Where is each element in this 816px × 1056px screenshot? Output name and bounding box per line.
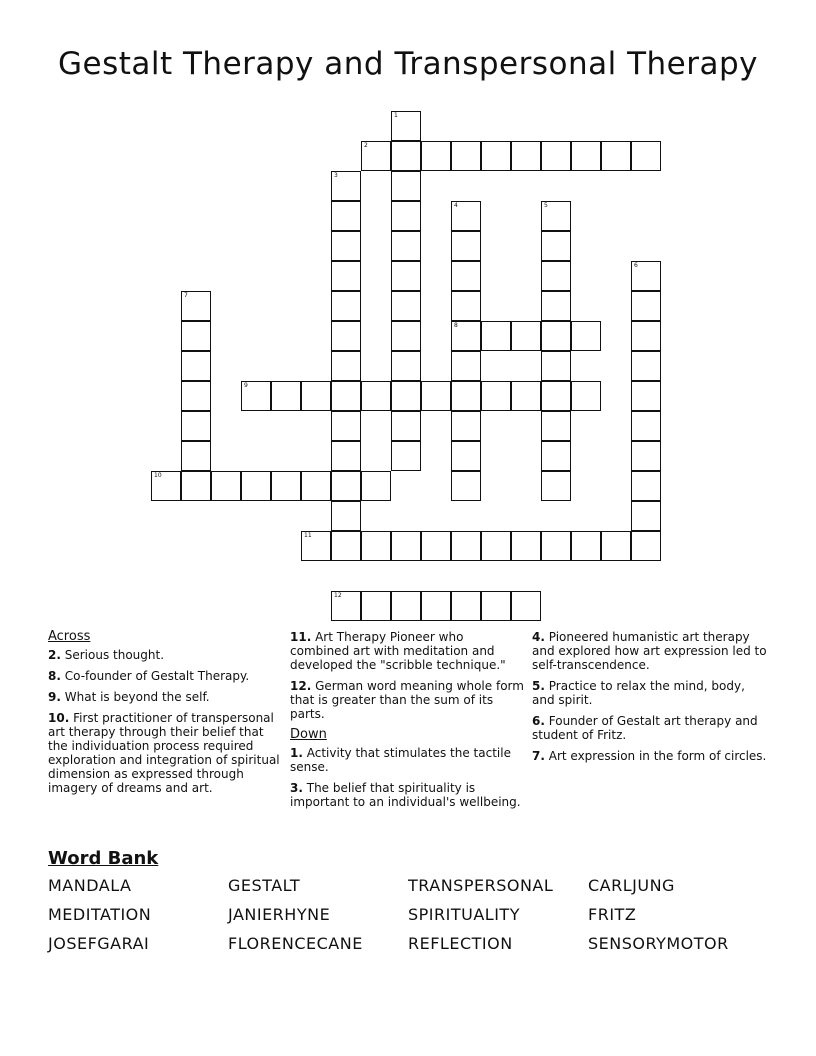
word-bank-item: MEDITATION [48, 905, 152, 924]
clue-number: 8 [454, 322, 458, 329]
grid-cell[interactable] [391, 291, 421, 321]
grid-cell[interactable] [541, 141, 571, 171]
grid-cell[interactable] [571, 141, 601, 171]
clue-down-3: 3. The belief that spirituality is important to an individual's wellbeing. [290, 781, 521, 809]
grid-cell[interactable] [541, 321, 571, 351]
word-bank-item: TRANSPERSONAL [408, 876, 554, 895]
clue-number: 4 [454, 202, 458, 209]
grid-cell[interactable] [181, 381, 211, 411]
clue-down-4: 4. Pioneered humanistic art therapy and explored how art expression led to self-transcendence. [532, 630, 767, 672]
grid-cell[interactable] [181, 471, 211, 501]
grid-cell[interactable] [451, 201, 481, 231]
grid-cell[interactable] [481, 141, 511, 171]
grid-cell[interactable] [421, 141, 451, 171]
grid-cell[interactable] [631, 141, 661, 171]
grid-cell[interactable] [601, 531, 631, 561]
grid-cell[interactable] [181, 321, 211, 351]
word-bank [48, 876, 768, 966]
grid-cell[interactable] [151, 471, 181, 501]
grid-cell[interactable] [331, 441, 361, 471]
word-bank-item: REFLECTION [408, 934, 513, 953]
grid-cell[interactable] [541, 441, 571, 471]
grid-cell[interactable] [391, 231, 421, 261]
grid-cell[interactable] [211, 471, 241, 501]
clue-number: 2 [364, 142, 368, 149]
clue-across-2: 2. Serious thought. [48, 648, 165, 662]
clue-number: 9 [244, 382, 248, 389]
grid-cell[interactable] [391, 171, 421, 201]
grid-cell[interactable] [511, 381, 541, 411]
grid-cell[interactable] [331, 261, 361, 291]
grid-cell[interactable] [331, 321, 361, 351]
grid-cell[interactable] [541, 381, 571, 411]
clues-column-1 [48, 630, 280, 802]
clue-number: 1 [394, 112, 398, 119]
grid-cell[interactable] [361, 531, 391, 561]
grid-cell[interactable] [271, 381, 301, 411]
page-title: Gestalt Therapy and Transpersonal Therapy [57, 46, 759, 82]
grid-cell[interactable] [361, 471, 391, 501]
grid-cell[interactable] [361, 141, 391, 171]
word-bank-item: JOSEFGARAI [48, 934, 150, 953]
grid-cell[interactable] [481, 321, 511, 351]
grid-cell[interactable] [241, 471, 271, 501]
word-bank-item: MANDALA [48, 876, 132, 895]
word-bank-item: FLORENCECANE [228, 934, 363, 953]
clue-across-10: 10. First practitioner of transpersonal art therapy through their belief that the individuation process required exploration and integration of spiritual dimension as expressed through imagery of dreams and art. [48, 711, 280, 795]
grid-cell[interactable] [391, 531, 421, 561]
grid-cell[interactable] [181, 441, 211, 471]
grid-cell[interactable] [361, 381, 391, 411]
clue-number: 12 [334, 592, 342, 599]
grid-cell[interactable] [181, 291, 211, 321]
grid-cell[interactable] [541, 291, 571, 321]
grid-cell[interactable] [571, 381, 601, 411]
grid-cell[interactable] [331, 291, 361, 321]
grid-cell[interactable] [391, 201, 421, 231]
grid-cell[interactable] [511, 141, 541, 171]
grid-cell[interactable] [481, 381, 511, 411]
grid-cell[interactable] [331, 351, 361, 381]
grid-cell[interactable] [331, 411, 361, 441]
grid-cell[interactable] [421, 591, 451, 621]
grid-cell[interactable] [331, 591, 361, 621]
grid-cell[interactable] [541, 351, 571, 381]
grid-cell[interactable] [361, 591, 391, 621]
grid-cell[interactable] [481, 591, 511, 621]
grid-cell[interactable] [511, 531, 541, 561]
clue-across-9: 9. What is beyond the self. [48, 690, 210, 704]
grid-cell[interactable] [481, 531, 511, 561]
grid-cell[interactable] [391, 591, 421, 621]
grid-cell[interactable] [451, 321, 481, 351]
grid-cell[interactable] [391, 261, 421, 291]
grid-cell[interactable] [451, 441, 481, 471]
grid-cell[interactable] [601, 141, 631, 171]
clue-number: 10 [154, 472, 162, 479]
grid-cell[interactable] [181, 411, 211, 441]
grid-cell[interactable] [631, 381, 661, 411]
grid-cell[interactable] [511, 591, 541, 621]
word-bank-item: SENSORYMOTOR [588, 934, 729, 953]
grid-cell[interactable] [331, 201, 361, 231]
grid-cell[interactable] [391, 141, 421, 171]
grid-cell[interactable] [421, 531, 451, 561]
grid-cell[interactable] [391, 111, 421, 141]
clue-down-5: 5. Practice to relax the mind, body, and spirit. [532, 679, 745, 707]
grid-cell[interactable] [631, 351, 661, 381]
grid-cell[interactable] [451, 411, 481, 441]
grid-cell[interactable] [391, 441, 421, 471]
grid-cell[interactable] [421, 381, 451, 411]
grid-cell[interactable] [631, 471, 661, 501]
grid-cell[interactable] [391, 321, 421, 351]
grid-cell[interactable] [631, 261, 661, 291]
grid-cell[interactable] [631, 501, 661, 531]
grid-cell[interactable] [331, 471, 361, 501]
grid-cell[interactable] [451, 471, 481, 501]
grid-cell[interactable] [331, 171, 361, 201]
grid-cell[interactable] [331, 381, 361, 411]
grid-cell[interactable] [631, 531, 661, 561]
grid-cell[interactable] [541, 201, 571, 231]
grid-cell[interactable] [451, 531, 481, 561]
clue-number: 11 [304, 532, 312, 539]
grid-cell[interactable] [451, 231, 481, 261]
grid-cell[interactable] [631, 321, 661, 351]
grid-cell[interactable] [451, 591, 481, 621]
clue-across-8: 8. Co-founder of Gestalt Therapy. [48, 669, 250, 683]
grid-cell[interactable] [631, 441, 661, 471]
clues-column-2 [290, 630, 526, 816]
grid-cell[interactable] [541, 261, 571, 291]
grid-cell[interactable] [631, 411, 661, 441]
clue-number: 6 [634, 262, 638, 269]
grid-cell[interactable] [541, 471, 571, 501]
grid-cell[interactable] [451, 291, 481, 321]
word-bank-item: GESTALT [228, 876, 301, 895]
grid-cell[interactable] [451, 351, 481, 381]
grid-cell[interactable] [331, 231, 361, 261]
grid-cell[interactable] [451, 261, 481, 291]
grid-cell[interactable] [571, 321, 601, 351]
word-bank-item: CARLJUNG [588, 876, 675, 895]
grid-cell[interactable] [181, 351, 211, 381]
clue-down-6: 6. Founder of Gestalt art therapy and student of Fritz. [532, 714, 758, 742]
grid-cell[interactable] [331, 531, 361, 561]
word-bank-item: JANIERHYNE [228, 905, 331, 924]
down-heading: Down [290, 727, 327, 742]
clue-number: 5 [544, 202, 548, 209]
grid-cell[interactable] [301, 381, 331, 411]
grid-cell[interactable] [631, 291, 661, 321]
grid-cell[interactable] [241, 381, 271, 411]
grid-cell[interactable] [571, 531, 601, 561]
grid-cell[interactable] [271, 471, 301, 501]
grid-cell[interactable] [541, 531, 571, 561]
grid-cell[interactable] [391, 411, 421, 441]
word-bank-item: SPIRITUALITY [408, 905, 520, 924]
grid-cell[interactable] [451, 141, 481, 171]
clue-number: 3 [334, 172, 338, 179]
clue-number: 7 [184, 292, 188, 299]
word-bank-item: FRITZ [588, 905, 637, 924]
clue-down-7: 7. Art expression in the form of circles. [532, 749, 767, 763]
grid-cell[interactable] [301, 531, 331, 561]
clue-across-11: 11. Art Therapy Pioneer who combined art with meditation and developed the "scribble technique." [290, 630, 506, 672]
word-bank-title: Word Bank [48, 848, 159, 869]
grid-cell[interactable] [391, 381, 421, 411]
grid-cell[interactable] [511, 321, 541, 351]
grid-cell[interactable] [331, 501, 361, 531]
clue-across-12: 12. German word meaning whole form that is greater than the sum of its parts. [290, 679, 524, 721]
grid-cell[interactable] [391, 351, 421, 381]
clue-down-1: 1. Activity that stimulates the tactile sense. [290, 746, 511, 774]
grid-cell[interactable] [541, 231, 571, 261]
grid-cell[interactable] [451, 381, 481, 411]
grid-cell[interactable] [541, 411, 571, 441]
clues-column-3 [532, 630, 768, 770]
across-heading: Across [48, 629, 91, 644]
grid-cell[interactable] [301, 471, 331, 501]
